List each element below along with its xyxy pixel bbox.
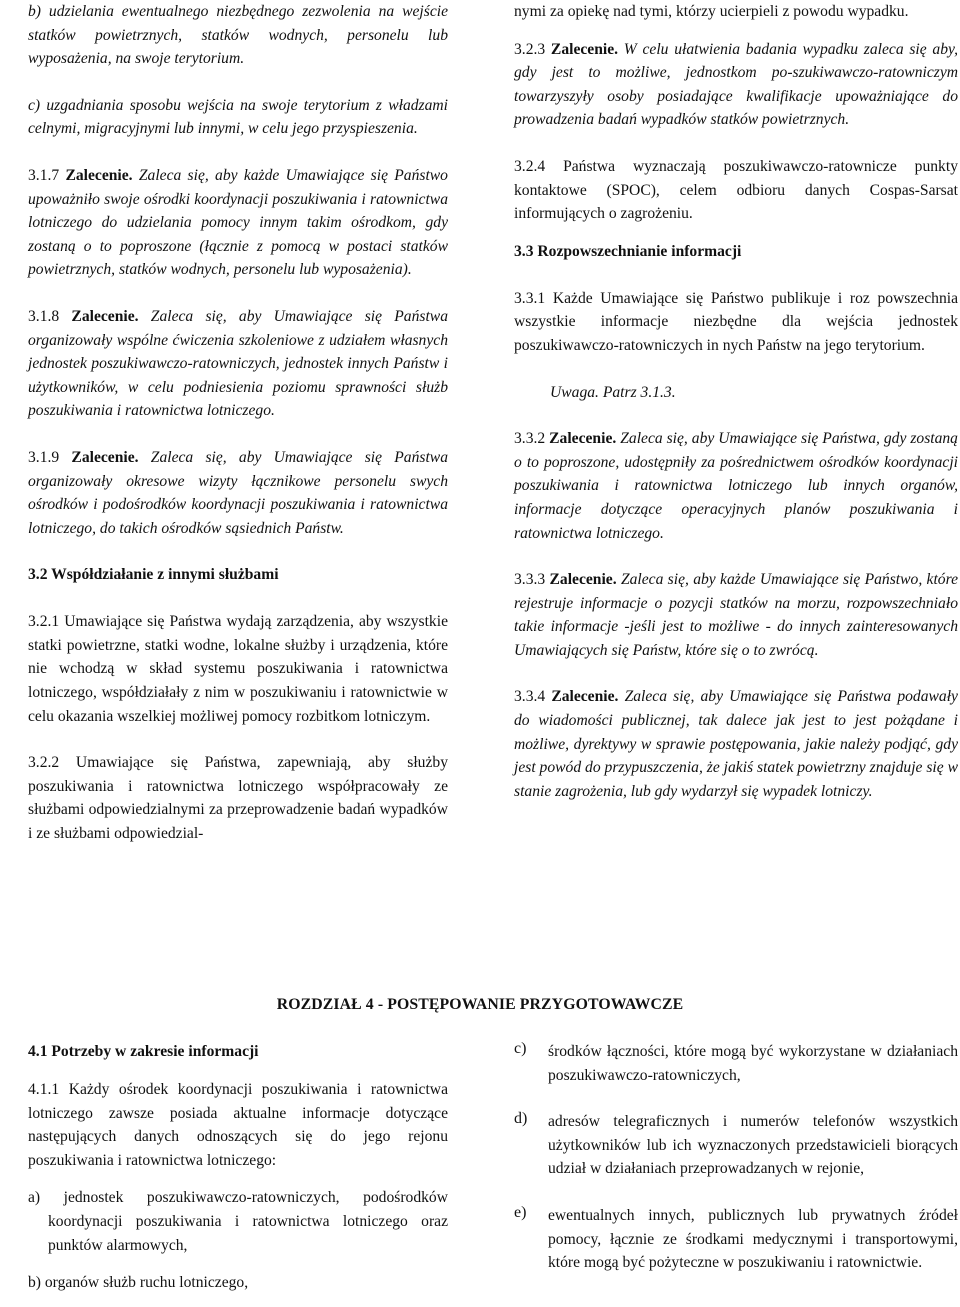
section-text: Zaleca się, aby Umawiające się Państwa podawały do wiadomości publicznej, tak dalece jak jest to jest pożądane i możliwe, dyrektywy w sprawie postępowania, jakie należy podjąć, gdy jest powód do przypuszczenia, że jakiś statek powietrzny znajduje się w stanie zagrożenia, lub gdy wydarzył się wypadek lotniczy. xyxy=(514,688,958,800)
left-column xyxy=(28,0,448,846)
section-text: Zaleca się, aby Umawiające się Państwa organizowały wspólne ćwiczenia szkoleniowe z udziałem własnych jednostek poszukiwawczo-ratowniczych, jednostek innych Państw i użytkowników, w celu podniesienia poziomu sprawności służb poszukiwania i ratownictwa lotniczego. xyxy=(28,307,448,420)
right-column xyxy=(514,0,958,803)
chapter-title: ROZDZIAŁ 4 - POSTĘPOWANIE PRZYGOTOWAWCZE xyxy=(276,996,684,1013)
section-3-3-3 xyxy=(514,568,958,662)
list-item-c xyxy=(514,1040,958,1087)
heading-3-2: 3.2 Współdziałanie z innymi służbami xyxy=(28,566,279,584)
section-3-1-8 xyxy=(28,305,448,423)
list-label: c) xyxy=(514,1040,527,1057)
list-item-b: b) organów służb ruchu lotniczego, xyxy=(28,1274,249,1292)
list-label: d) xyxy=(514,1110,528,1128)
continued-text: nymi za opiekę nad tymi, którzy ucierpieli z powodu wypadku. xyxy=(514,3,909,20)
list-text: adresów telegraficznych i numerów telefonów wszystkich użytkowników lub ich wyznaczonych przedstawicieli biorących udział w działaniach przeprowadzanych w rejonie, xyxy=(548,1113,958,1178)
recommendation-label: Zalecenie. xyxy=(65,166,133,184)
section-number: 3.3.4 xyxy=(514,688,546,706)
recommendation-label: Zalecenie. xyxy=(551,688,619,706)
chapter4-right-column xyxy=(514,1040,958,1275)
chapter4-left-column xyxy=(28,1040,448,1295)
section-4-1-1: 4.1.1 Każdy ośrodek koordynacji poszukiwania i ratownictwa lotniczego zawsze posiada aktualne informacje dotyczące następujących danych odnoszących się do jego rejonu poszukiwania i ratownictwa lotniczego: xyxy=(28,1081,448,1169)
section-number: 3.2.3 xyxy=(514,40,546,58)
section-number: 3.3.3 xyxy=(514,571,546,589)
list-item-d xyxy=(514,1110,958,1181)
list-item-a: a) jednostek poszukiwawczo-ratowniczych, podośrodków koordynacji poszukiwania i ratownictwa lotniczego oraz punktów alarmowych, xyxy=(28,1189,448,1254)
section-text: Zaleca się, aby każde Umawiające się Państwo upoważniło swoje ośrodki koordynacji poszukiwania i ratownictwa lotniczego do udzielania pomocy innym takim ośrodkom, gdy zostaną o to poproszone (łącznie z pomocą w postaci statków powietrznych, statków wodnych, personelu lub wyposażenia). xyxy=(28,166,448,279)
section-number: 3.3.2 xyxy=(514,430,546,448)
list-text: ewentualnych innych, publicznych lub prywatnych źródeł pomocy, łącznie ze środkami medycznymi i transportowymi, które mogą być pożyteczne w poszukiwaniu i ratownictwie. xyxy=(548,1206,958,1272)
section-3-3-1: 3.3.1 Każde Umawiające się Państwo publikuje i roz powszechnia wszystkie informacje niezbędne dla wejścia jednostek poszukiwawczo-ratowniczych in nych Państw na jego terytorium. xyxy=(514,289,958,354)
section-3-2-2: 3.2.2 Umawiające się Państwa, zapewniają, aby służby poszukiwania i ratownictwa lotniczego współpracowały ze służbami odpowiedzialnymi za przeprowadzenie badań wypadków i ze służbami odpowiedzial- xyxy=(28,754,448,843)
item-c: c) uzgadniania sposobu wejścia na swoje terytorium z władzami celnymi, migracyjnymi lub innymi, w celu jego przyspieszenia. xyxy=(28,96,448,138)
note: Uwaga. Patrz 3.1.3. xyxy=(550,383,676,401)
section-3-3-4 xyxy=(514,685,958,803)
section-3-1-9 xyxy=(28,446,448,540)
section-number: 3.1.7 xyxy=(28,166,60,184)
section-text: Zaleca się, aby Umawiające się Państwa organizowały okresowe wizyty łącznikowe personelu swych ośrodków i podośrodków koordynacji poszukiwania i ratownictwa lotniczego, do takich ośrodków sąsiednich Państw. xyxy=(28,448,448,537)
heading-4-1: 4.1 Potrzeby w zakresie informacji xyxy=(28,1043,259,1060)
section-3-3-2 xyxy=(514,427,958,545)
item-b: b) udzielania ewentualnego niezbędnego zezwolenia na wejście statków powietrznych, statków wodnych, personelu lub wyposażenia, na swoje terytorium. xyxy=(28,3,448,68)
section-3-2-4: 3.2.4 Państwa wyznaczają poszukiwawczo-ratownicze punkty kontaktowe (SPOC), celem odbioru danych Cospas-Sarsat informujących o zagrożeniu. xyxy=(514,157,958,223)
section-3-2-3 xyxy=(514,38,958,132)
section-number: 3.1.9 xyxy=(28,448,60,466)
section-number: 3.1.8 xyxy=(28,307,60,325)
section-3-1-7 xyxy=(28,164,448,282)
heading-3-3: 3.3 Rozpowszechnianie informacji xyxy=(514,242,742,260)
recommendation-label: Zalecenie. xyxy=(71,448,139,466)
list-item-e xyxy=(514,1204,958,1275)
section-text: Zaleca się, aby każde Umawiające się Państwo, które rejestruje informacje o pozycji statków na morzu, rozpowszechniało takie informacje -jeśli jest to możliwe - do innych zainteresowanych Umawiających się Państw, które się o to zwrócą. xyxy=(514,571,958,659)
section-text: W celu ułatwienia badania wypadku zaleca się aby, gdy jest to możliwe, jednostkom po-szukiwawczo-ratowniczym towarzyszyły osoby posiadające kwalifikacje upoważniające do prowadzenia badań wypadków statków powietrznych. xyxy=(514,40,958,129)
recommendation-label: Zalecenie. xyxy=(71,307,139,325)
recommendation-label: Zalecenie. xyxy=(550,40,619,58)
recommendation-label: Zalecenie. xyxy=(549,430,617,448)
section-3-2-1: 3.2.1 Umawiające się Państwa wydają zarządzenia, aby wszystkie statki powietrzne, statki wodne, lokalne służby i urządzenia, które nie wchodzą w skład systemu poszukiwania i ratownictwa lotniczego, współdziałały z nim w poszukiwaniu i ratownictwie w celu okazania wszelkiej możliwej pomocy rozbitkom lotniczym. xyxy=(28,613,448,725)
section-text: Zaleca się, aby Umawiające się Państwa, gdy zostaną o to poproszone, udostępniły za pośrednictwem ośrodków koordynacji poszukiwania i ratownictwa lotniczego lub innych organów, informacje dotyczące operacyjnych planów poszukiwania i ratownictwa lotniczego. xyxy=(514,430,958,542)
list-text: środków łączności, które mogą być wykorzystane w działaniach poszukiwawczo-ratowniczych, xyxy=(548,1043,958,1084)
list-label: e) xyxy=(514,1203,527,1221)
recommendation-label: Zalecenie. xyxy=(549,571,617,589)
